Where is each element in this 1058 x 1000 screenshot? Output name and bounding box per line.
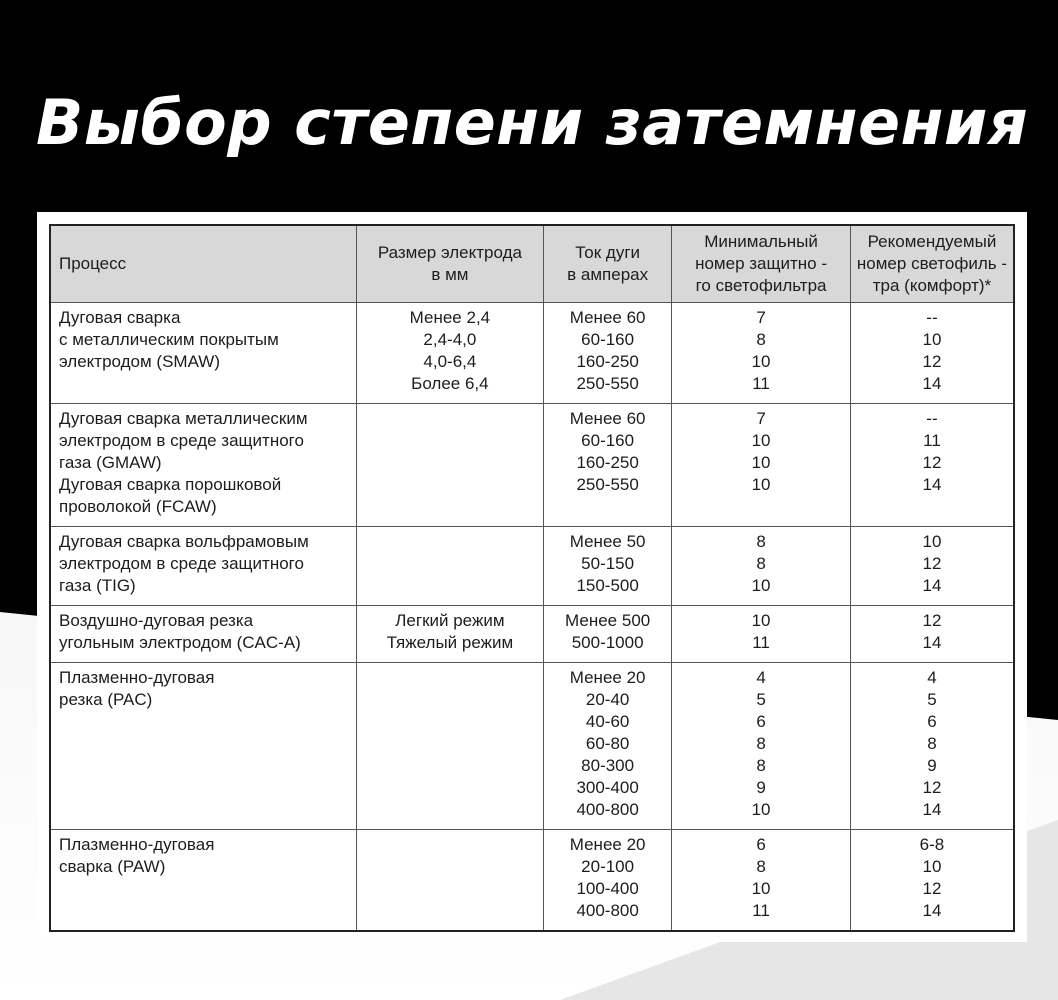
cell-text: 6 bbox=[756, 712, 766, 731]
table-row bbox=[50, 404, 1014, 527]
cell-text: сварка (PAW) bbox=[59, 857, 166, 876]
cell-arc-current bbox=[544, 606, 672, 663]
cell-text: 2,4-4,0 bbox=[423, 330, 477, 349]
header-text: Рекомендуемый bbox=[867, 232, 997, 251]
cell-text: 11 bbox=[752, 633, 770, 652]
cell-text: газа (TIG) bbox=[59, 576, 136, 595]
cell-text: 14 bbox=[922, 800, 942, 819]
cell-text: 20-100 bbox=[581, 857, 635, 876]
header-recommended-shade bbox=[850, 225, 1014, 303]
cell-text: Более 6,4 bbox=[411, 374, 489, 393]
cell-text: Менее 20 bbox=[569, 835, 646, 854]
cell-text: 12 bbox=[922, 778, 942, 797]
header-min-shade bbox=[672, 225, 851, 303]
cell-text: 8 bbox=[756, 756, 766, 775]
cell-text: Менее 50 bbox=[569, 532, 646, 551]
cell-text: -- bbox=[926, 409, 938, 428]
cell-text: Дуговая сварка вольфрамовым bbox=[59, 532, 309, 551]
cell-min-shade bbox=[672, 663, 851, 830]
header-text: тра (комфорт)* bbox=[872, 276, 992, 295]
header-text: в амперах bbox=[567, 265, 649, 284]
cell-text: 10 bbox=[922, 532, 942, 551]
header-row bbox=[50, 225, 1014, 303]
header-text: номер защитно - bbox=[695, 254, 828, 273]
cell-text: -- bbox=[926, 308, 938, 327]
cell-text: Менее 2,4 bbox=[409, 308, 491, 327]
cell-text: 12 bbox=[922, 453, 942, 472]
cell-text: 10 bbox=[751, 475, 771, 494]
header-electrode-size bbox=[356, 225, 543, 303]
cell-process bbox=[50, 830, 356, 932]
cell-text: Легкий режим bbox=[395, 611, 505, 630]
cell-text: 500-1000 bbox=[571, 633, 644, 652]
cell-text: 4 bbox=[927, 668, 937, 687]
cell-text: 10 bbox=[751, 453, 771, 472]
header-text: Размер электрода bbox=[377, 243, 522, 262]
cell-text: Менее 60 bbox=[569, 308, 646, 327]
table-header bbox=[50, 225, 1014, 303]
cell-text: 80-300 bbox=[581, 756, 635, 775]
cell-text: 6 bbox=[756, 835, 766, 854]
cell-text: 12 bbox=[922, 352, 942, 371]
header-text: Процесс bbox=[59, 254, 127, 273]
cell-text: 8 bbox=[756, 734, 766, 753]
header-text: Минимальный bbox=[704, 232, 818, 251]
cell-text: 150-500 bbox=[576, 576, 639, 595]
cell-text: 10 bbox=[751, 576, 771, 595]
cell-recommended-shade bbox=[850, 303, 1014, 404]
cell-text: электродом (SMAW) bbox=[59, 352, 220, 371]
cell-text: 40-60 bbox=[585, 712, 630, 731]
cell-text: 160-250 bbox=[576, 453, 639, 472]
cell-text: 100-400 bbox=[576, 879, 639, 898]
cell-text: 6-8 bbox=[919, 835, 945, 854]
cell-recommended-shade bbox=[850, 404, 1014, 527]
cell-text: 8 bbox=[927, 734, 937, 753]
cell-text: 8 bbox=[756, 532, 766, 551]
cell-arc-current bbox=[544, 663, 672, 830]
cell-text: 20-40 bbox=[585, 690, 630, 709]
cell-text: 4 bbox=[756, 668, 766, 687]
cell-text: с металлическим покрытым bbox=[59, 330, 279, 349]
cell-process bbox=[50, 663, 356, 830]
shade-table bbox=[49, 224, 1015, 932]
cell-text: 11 bbox=[923, 431, 941, 450]
cell-process bbox=[50, 606, 356, 663]
cell-arc-current bbox=[544, 404, 672, 527]
cell-text: электродом в среде защитного bbox=[59, 554, 304, 573]
cell-text: 12 bbox=[922, 554, 942, 573]
table-row bbox=[50, 527, 1014, 606]
cell-text: 12 bbox=[922, 611, 942, 630]
cell-text: 400-800 bbox=[576, 901, 639, 920]
cell-text: Дуговая сварка bbox=[59, 308, 181, 327]
cell-text: 11 bbox=[752, 374, 770, 393]
table-row bbox=[50, 663, 1014, 830]
cell-electrode-size bbox=[356, 404, 543, 527]
header-arc-current bbox=[544, 225, 672, 303]
cell-text: электродом в среде защитного bbox=[59, 431, 304, 450]
header-process bbox=[50, 225, 356, 303]
cell-text: 10 bbox=[751, 352, 771, 371]
header-text: го светофильтра bbox=[695, 276, 827, 295]
cell-text: 9 bbox=[927, 756, 937, 775]
cell-text: 14 bbox=[922, 475, 942, 494]
cell-text: 300-400 bbox=[576, 778, 639, 797]
cell-min-shade bbox=[672, 303, 851, 404]
cell-text: угольным электродом (CAC-A) bbox=[59, 633, 301, 652]
cell-arc-current bbox=[544, 303, 672, 404]
table-card bbox=[37, 212, 1027, 942]
cell-min-shade bbox=[672, 606, 851, 663]
cell-text: 14 bbox=[922, 374, 942, 393]
cell-min-shade bbox=[672, 527, 851, 606]
cell-text: Воздушно-дуговая резка bbox=[59, 611, 254, 630]
cell-text: 8 bbox=[756, 554, 766, 573]
cell-process bbox=[50, 303, 356, 404]
cell-text: 4,0-6,4 bbox=[423, 352, 477, 371]
header-text: номер светофиль - bbox=[856, 254, 1007, 273]
cell-recommended-shade bbox=[850, 663, 1014, 830]
cell-text: 50-150 bbox=[581, 554, 635, 573]
header-text: Ток дуги bbox=[575, 243, 641, 262]
cell-text: 6 bbox=[927, 712, 937, 731]
cell-text: 10 bbox=[922, 330, 942, 349]
cell-text: Менее 500 bbox=[565, 611, 651, 630]
cell-min-shade bbox=[672, 830, 851, 932]
cell-text: 9 bbox=[756, 778, 766, 797]
cell-electrode-size bbox=[356, 830, 543, 932]
cell-process bbox=[50, 404, 356, 527]
cell-text: 10 bbox=[751, 800, 771, 819]
cell-text: 8 bbox=[756, 330, 766, 349]
cell-text: 60-160 bbox=[581, 431, 635, 450]
cell-text: проволокой (FCAW) bbox=[59, 497, 217, 516]
cell-text: 14 bbox=[922, 901, 942, 920]
cell-text: 160-250 bbox=[576, 352, 639, 371]
cell-text: Тяжелый режим bbox=[386, 633, 514, 652]
cell-text: 8 bbox=[756, 857, 766, 876]
cell-text: газа (GMAW) bbox=[59, 453, 162, 472]
page-title: Выбор степени затемнения bbox=[36, 86, 1029, 159]
cell-electrode-size bbox=[356, 606, 543, 663]
cell-text: Менее 20 bbox=[569, 668, 646, 687]
cell-text: 60-80 bbox=[585, 734, 630, 753]
cell-recommended-shade bbox=[850, 606, 1014, 663]
cell-electrode-size bbox=[356, 663, 543, 830]
cell-text: резка (PAC) bbox=[59, 690, 153, 709]
cell-text: 10 bbox=[751, 431, 771, 450]
table-row bbox=[50, 303, 1014, 404]
cell-min-shade bbox=[672, 404, 851, 527]
cell-text: 250-550 bbox=[576, 374, 639, 393]
cell-text: 10 bbox=[922, 857, 942, 876]
cell-text: 10 bbox=[751, 879, 771, 898]
cell-text: 14 bbox=[922, 576, 942, 595]
cell-process bbox=[50, 527, 356, 606]
cell-text: 12 bbox=[922, 879, 942, 898]
cell-recommended-shade bbox=[850, 830, 1014, 932]
cell-text: 250-550 bbox=[576, 475, 639, 494]
header-text: в мм bbox=[431, 265, 469, 284]
cell-text: 400-800 bbox=[576, 800, 639, 819]
cell-text: 7 bbox=[756, 409, 766, 428]
cell-electrode-size bbox=[356, 303, 543, 404]
cell-arc-current bbox=[544, 830, 672, 932]
table-row bbox=[50, 830, 1014, 932]
cell-text: 11 bbox=[752, 901, 770, 920]
cell-text: 14 bbox=[922, 633, 942, 652]
cell-text: Дуговая сварка порошковой bbox=[59, 475, 282, 494]
cell-text: Дуговая сварка металлическим bbox=[59, 409, 308, 428]
cell-text: 7 bbox=[756, 308, 766, 327]
cell-text: 60-160 bbox=[581, 330, 635, 349]
cell-recommended-shade bbox=[850, 527, 1014, 606]
cell-text: 10 bbox=[751, 611, 771, 630]
table-body bbox=[50, 303, 1014, 932]
cell-text: Менее 60 bbox=[569, 409, 646, 428]
table-row bbox=[50, 606, 1014, 663]
cell-text: Плазменно-дуговая bbox=[59, 835, 215, 854]
cell-electrode-size bbox=[356, 527, 543, 606]
cell-text: 5 bbox=[756, 690, 766, 709]
cell-arc-current bbox=[544, 527, 672, 606]
cell-text: 5 bbox=[927, 690, 937, 709]
cell-text: Плазменно-дуговая bbox=[59, 668, 215, 687]
